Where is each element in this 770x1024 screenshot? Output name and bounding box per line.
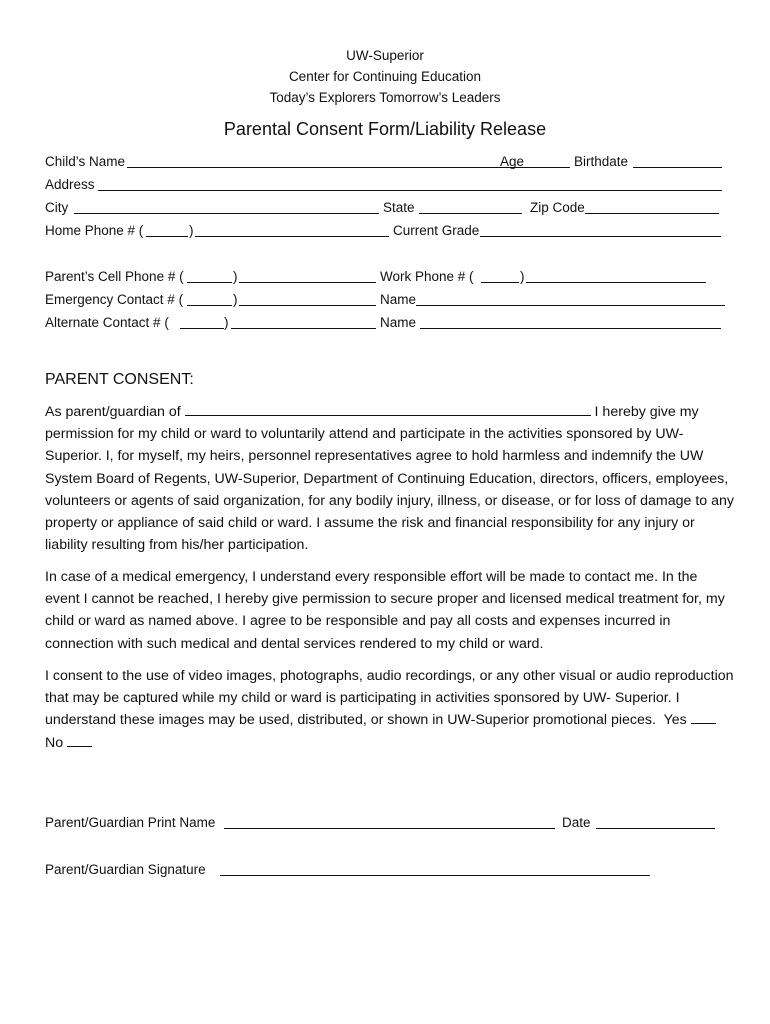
parent-cell-number-field[interactable] bbox=[239, 282, 376, 283]
form-title: Parental Consent Form/Liability Release bbox=[223, 119, 547, 139]
work-phone-number-field[interactable] bbox=[526, 282, 706, 283]
yes-label: Yes bbox=[663, 712, 687, 729]
parent-cell-paren: ) bbox=[233, 269, 238, 284]
media-release-paragraph bbox=[45, 665, 735, 754]
home-phone-number-field[interactable] bbox=[195, 236, 389, 237]
home-phone-paren: ) bbox=[189, 223, 194, 238]
alternate-number-field[interactable] bbox=[231, 328, 376, 329]
print-name-label: Parent/Guardian Print Name bbox=[45, 815, 216, 830]
state-field[interactable] bbox=[419, 213, 522, 214]
media-release-text: I consent to the use of video images, photographs, audio recordings, or any other visual or audio reproduction that may be captured while my child or ward is participating in activities sponsored by UW- Superior. I understand these images may be used, distributed, or shown in UW-Superior promotional pieces. bbox=[45, 668, 734, 729]
signature-label: Parent/Guardian Signature bbox=[45, 862, 206, 877]
address-label: Address bbox=[45, 177, 95, 192]
emergency-area-code-field[interactable] bbox=[187, 305, 232, 306]
date-label: Date bbox=[562, 815, 591, 830]
signature-field[interactable] bbox=[220, 875, 650, 876]
emergency-contact-row bbox=[45, 291, 730, 309]
city-label: City bbox=[45, 200, 69, 215]
print-name-row bbox=[45, 814, 725, 832]
medical-emergency-paragraph: In case of a medical emergency, I understand every responsible effort will be made to contact me. In the event I cannot be reached, I hereby give permission to secure proper and licensed medical treatment for, my child or ward as named above. I agree to be responsible and pay all costs and expenses incurred in connection with such medical and dental services rendered to my child or ward. bbox=[45, 569, 725, 652]
guardian-of-lead: As parent/guardian of bbox=[45, 404, 185, 420]
yes-field[interactable] bbox=[691, 709, 716, 724]
guardian-of-field[interactable] bbox=[185, 401, 591, 416]
alternate-name-label: Name bbox=[380, 315, 417, 330]
age-label: Age bbox=[500, 154, 525, 169]
emergency-paren: ) bbox=[233, 292, 238, 307]
home-phone-label: Home Phone # ( bbox=[45, 223, 144, 238]
state-label: State bbox=[383, 200, 415, 215]
home-phone-area-code-field[interactable] bbox=[146, 236, 188, 237]
emergency-name-label: Name bbox=[380, 292, 417, 307]
parent-consent-heading: PARENT CONSENT: bbox=[45, 371, 194, 388]
tagline: Today’s Explorers Tomorrow’s Leaders bbox=[269, 90, 501, 105]
alternate-paren: ) bbox=[224, 315, 229, 330]
current-grade-label: Current Grade bbox=[393, 223, 480, 238]
parent-cell-row bbox=[45, 268, 725, 286]
work-phone-paren: ) bbox=[520, 269, 525, 284]
zip-label: Zip Code bbox=[530, 200, 585, 215]
child-name-row bbox=[45, 153, 725, 171]
emergency-contact-label: Emergency Contact # ( bbox=[45, 292, 184, 307]
current-grade-field[interactable] bbox=[480, 236, 721, 237]
home-phone-row bbox=[45, 222, 725, 240]
emergency-name-field[interactable] bbox=[416, 305, 725, 306]
city-field[interactable] bbox=[74, 213, 379, 214]
department-name: Center for Continuing Education bbox=[288, 69, 482, 84]
print-name-field[interactable] bbox=[224, 828, 555, 829]
parent-cell-label: Parent’s Cell Phone # ( bbox=[45, 269, 184, 284]
zip-field[interactable] bbox=[585, 213, 719, 214]
liability-text: permission for my child or ward to voluntarily attend and participate in the activities sponsored by UW-Superior. I, for myself, my heirs, personnel representatives agree to hold harmless and indemnify the UW System Board of Regents, UW-Superior, Department of Continuing Education, directors, officers, employees, volunteers or agents of said organization, for any bodily injury, illness, or disease, or for loss of damage to any property or appliance of said child or ward. I assume the risk and financial responsibility for any injury or liability resulting from his/her participation. bbox=[45, 426, 734, 554]
city-state-zip-row bbox=[45, 199, 725, 217]
work-phone-label: Work Phone # ( bbox=[380, 269, 474, 284]
date-field[interactable] bbox=[596, 828, 715, 829]
alternate-contact-label: Alternate Contact # ( bbox=[45, 315, 169, 330]
no-label: No bbox=[45, 734, 64, 751]
liability-paragraph bbox=[45, 401, 735, 556]
guardian-of-tail: I hereby give my bbox=[590, 404, 699, 420]
alternate-area-code-field[interactable] bbox=[180, 328, 224, 329]
age-field[interactable] bbox=[526, 167, 570, 168]
address-row bbox=[45, 176, 725, 194]
child-name-label: Child’s Name bbox=[45, 154, 126, 169]
alternate-contact-row bbox=[45, 314, 725, 332]
birthdate-label: Birthdate bbox=[574, 154, 629, 169]
no-field[interactable] bbox=[67, 732, 92, 747]
birthdate-field[interactable] bbox=[633, 167, 722, 168]
address-field[interactable] bbox=[98, 190, 722, 191]
emergency-number-field[interactable] bbox=[239, 305, 376, 306]
child-name-field[interactable] bbox=[127, 167, 545, 168]
signature-row bbox=[45, 861, 665, 879]
work-phone-area-code-field[interactable] bbox=[481, 282, 519, 283]
org-name: UW-Superior bbox=[346, 48, 424, 63]
alternate-name-field[interactable] bbox=[420, 328, 721, 329]
parent-cell-area-code-field[interactable] bbox=[187, 282, 232, 283]
